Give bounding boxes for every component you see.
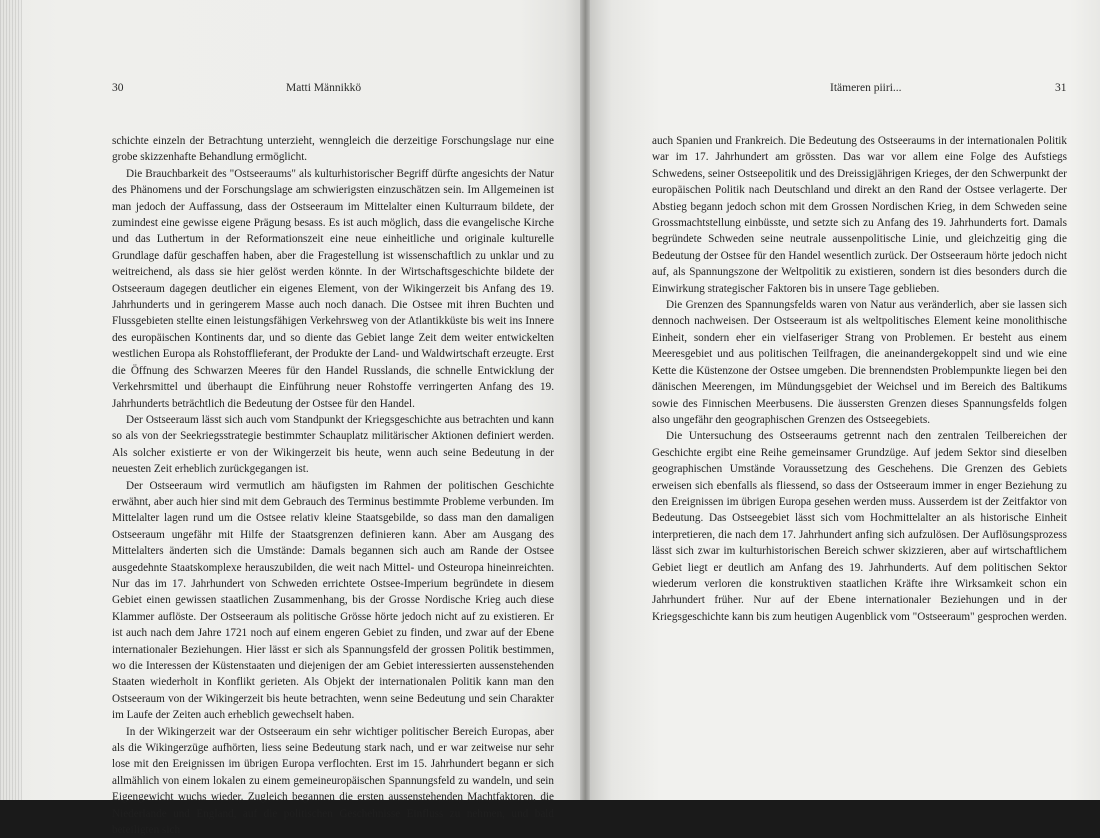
paragraph: Der Ostseeraum wird vermutlich am häufigsten im Rahmen der politischen Geschichte erwähnt, aber auch hier sind mit dem Gebrauch des Terminus bestimmte Probleme verbunden. Im Mittelalter lagen rund um die Ostsee relativ kleine Staatsgebilde, so dass man den damaligen Ostseeraum ungefähr mit Hilfe der Staatsgrenzen definieren kann. Aber am Ausgang des Mittelalters änderten sich die Umstände: Damals begannen sich auch am Rande der Ostsee ausgedehnte Staatskomplexe herauszubilden, die weit nach Mittel- und Osteuropa hineinreichten. Nur das im 17. Jahrhundert von Schweden errichtete Ostsee-Imperium begründete in diesem Gebiet einen gewissen staatlichen Zusammenhang, bis der Grosse Nordische Krieg auch diese Klammer auflöste. Der Ostseeraum als politische Grösse hörte jedoch nicht auf zu existieren. Er ist auch nach dem Jahre 1721 noch auf einem engeren Gebiet zu finden, und zwar auf der Ebene internationaler Beziehungen. Hier lässt er sich als Spannungsfeld der grossen Politik bestimmen, wo die Interessen der Küstenstaaten und diejenigen der am Gebiet interessierten aussenstehenden Staaten wiederholt in Konflikt gerieten. Als Objekt der internationalen Politik kann man den Ostseeraum von der Wikingerzeit bis heute betrachten, wenn seine Bedeutung und sein Charakter im Laufe der Zeiten auch erheblich gewechselt haben. [112,479,554,722]
paragraph: auch Spanien und Frankreich. Die Bedeutung des Ostseeraums in der internationalen Politik war im 17. Jahrhundert am grössten. Das war vor allem eine Folge des Aufstiegs Schwedens, seiner Ostseepolitik und des Dreissigjährigen Krieges, der den Schwerpunkt der europäischen Politik nach Deutschland und direkt an den Rand der Ostsee verlagerte. Der Abstieg begann jedoch schon mit dem Grossen Nordischen Krieg, in dem Schweden seine Grossmachtstellung einbüsste, und setzte sich zu Anfang des 19. Jahrhunderts fort. Damals begründete Schweden seine neutrale aussenpolitische Linie, und gleichzeitig ging die Bedeutung der Ostsee für den Handel wesentlich zurück. Der Ostseeraum hörte jedoch nicht auf, als Spannungszone der Weltpolitik zu existieren, sondern ist dies besonders durch die Einwirkung strategischer Faktoren bis in unsere Tage geblieben. [652,135,1067,295]
paragraph: schichte einzeln der Betrachtung unterzieht, wenngleich die derzeitige Forschungslage nur eine grobe skizzenhafte Behandlung ermöglicht. [112,135,554,164]
page-number-left: 30 [112,82,124,94]
left-page-body [112,133,554,838]
running-head-title: Itämeren piiri... [830,82,902,94]
paragraph: Die Untersuchung des Ostseeraums getrennt nach den zentralen Teilbereichen der Geschichte ergibt eine Reihe gemeinsamer Grundzüge. Auf jedem Sektor sind dieselben geographischen Umstände Voraussetzung des Geschehens. Die Grenzen des Gebiets erweisen sich ebenfalls als fliessend, so dass der Ostseeraum immer in enger Beziehung zu den Ereignissen im übrigen Europa gesehen werden muss. Ausserdem ist der Zeitfaktor von Bedeutung. Das Ostseegebiet lässt sich vom Hochmittelalter an als historische Einheit interpretieren, die nach dem 17. Jahrhundert anfing sich aufzulösen. Der Auflösungsprozess lässt sich zwar im kulturhistorischen Bereich schwer skizzieren, aber auf wirtschaftlichem Gebiet liegt er deutlich am Anfang des 19. Jahrhunderts. Auf dem politischen Sektor wiederum verloren die konstruktiven staatlichen Kräfte ihre Wirksamkeit schon ein Jahrhundert früher. Nur auf der Ebene internationaler Beziehungen und in der Kriegsgeschichte kann bis zum heutigen Augenblick vom "Ostseeraum" gesprochen werden. [652,430,1067,623]
running-head-author: Matti Männikkö [286,82,362,94]
right-page-body [652,133,1067,625]
paragraph: Der Ostseeraum lässt sich auch vom Standpunkt der Kriegsgeschichte aus betrachten und kann so als von der Seekriegsstrategie bestimmter Schauplatz militärischer Aktionen definiert werden. Als solcher existierte er von der Wikingerzeit bis heute, wenn auch seine Bedeutung in der neuesten Zeit erheblich zurückgegangen ist. [112,413,554,476]
right-page [590,0,1100,800]
page-number-right: 31 [1055,82,1067,94]
paragraph: Die Grenzen des Spannungsfelds waren von Natur aus veränderlich, aber sie lassen sich dennoch nachweisen. Der Ostseeraum ist als weltpolitisches Element keine monolithische Einheit, sondern eher ein vielfaseriger Strang von Problemen. Er besteht aus einem Meeresgebiet und aus politischen Teilfragen, die aneinandergekoppelt sind und wie eine Kette die Küstenzone der Ostsee umgeben. Die brennendsten Problempunkte liegen bei den dänischen Meerengen, im Mündungsgebiet der Weichsel und im Bereich des Baltikums sowie des Finnischen Meerbusens. Die äussersten Grenzen dieses Spannungsfelds folgen also ungefähr den geographischen Grenzen des Ostseegebiets. [652,299,1067,426]
page-edges [0,0,22,800]
paragraph: Die Brauchbarkeit des "Ostseeraums" als kulturhistorischer Begriff dürfte angesichts der Natur des Phänomens und der Forschungslage am schwierigsten einzuschätzen sein. Im Allgemeinen ist man jedoch der Auffassung, dass der Ostseeraum im Mittelalter einen Kulturraum bildete, der zumindest eine gewisse eigene Prägung besass. Es ist auch möglich, dass die evangelische Kirche und das Luthertum in der Reformationszeit eine neue einheitliche und originale kulturelle Grundlage dafür geschaffen haben, aber die Fragestellung ist wissenschaftlich zu unklar und zu weitreichend, als dass sie hier gelöst werden könnte. In der Wirtschaftsgeschichte bildete der Ostseeraum dagegen deutlicher ein eigenes Element, von der Wikingerzeit bis Anfang des 19. Jahrhunderts und in geringerem Masse auch noch danach. Die Ostsee mit ihren Buchten und Flussgebieten stellte einen leistungsfähigen Verkehrsweg von der Atlantikküste bis weit ins Innere des europäischen Kontinents dar, und so diente das Gebiet lange Zeit dem weiter entwickelten westlichen Europa als Rohstofflieferant, der Produkte der Land- und Waldwirtschaft erzeugte. Erst die Öffnung des Schwarzen Meeres für den Handel Russlands, die schnelle Entwicklung der Verkehrsmittel und überhaupt die Einführung neuer Rohstoffe verringerten Anfang des 19. Jahrhunderts beträchtlich die Bedeutung der Ostsee für den Handel. [112,167,554,410]
paragraph: In der Wikingerzeit war der Ostseeraum ein sehr wichtiger politischer Bereich Europas, aber als die Wikingerzüge aufhörten, liess seine Bedeutung stark nach, und er war zeitweise nur sehr lose mit den Ereignissen im übrigen Europa verflochten. Erst im 15. Jahrhundert begann er sich allmählich von einem lokalen zu einem gemeineuropäischen Spannungsfeld zu wandeln, und sein Eigengewicht wuchs wieder. Zugleich begannen die ersten aussenstehenden Machtfaktoren, die Niederlande und England, auf die politischen Geschehnisse Einfluss zu nehmen, und bald beteiligten sich [112,725,554,837]
